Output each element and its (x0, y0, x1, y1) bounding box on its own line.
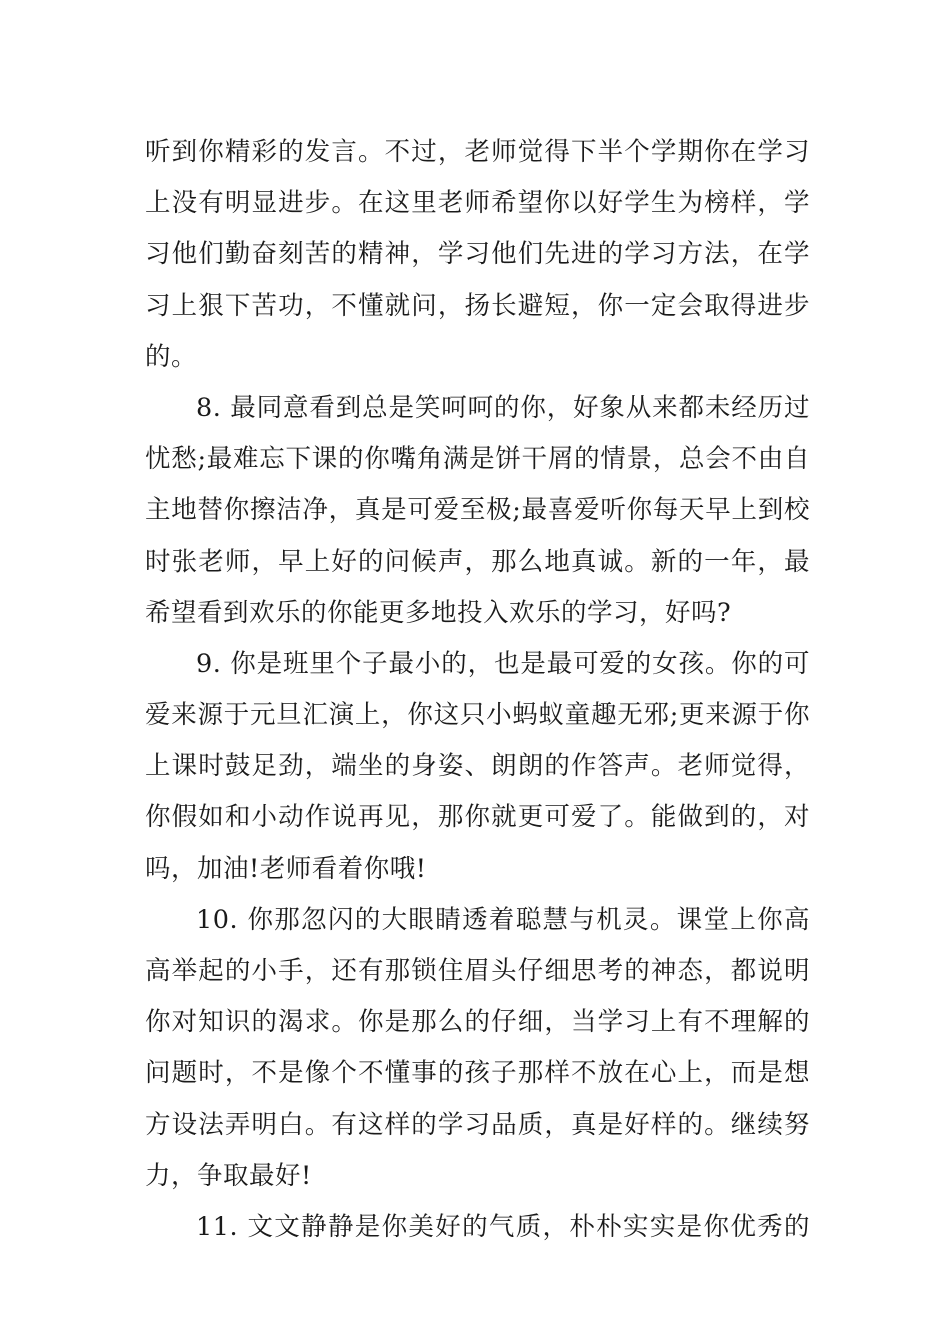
text-line: 上没有明显进步。在这里老师希望你以好学生为榜样，学 (145, 188, 810, 219)
paragraph-first-line: 9. 你是班里个子最小的，也是最可爱的女孩。你的可 (196, 648, 810, 679)
paragraph-first-line: 11. 文文静静是你美好的气质，朴朴实实是你优秀的 (196, 1211, 810, 1242)
text-line: 高举起的小手，还有那锁住眉头仔细思考的神态，都说明 (145, 956, 810, 986)
text-line: 你假如和小动作说再见，那你就更可爱了。能做到的，对 (145, 802, 810, 833)
text-line: 习他们勤奋刻苦的精神，学习他们先进的学习方法，在学 (145, 239, 810, 270)
document-body (145, 127, 810, 1253)
text-line: 希望看到欢乐的你能更多地投入欢乐的学习，好吗? (145, 597, 732, 628)
text-line: 你对知识的渴求。你是那么的仔细，当学习上有不理解的 (145, 1007, 810, 1038)
text-line: 上课时鼓足劲，端坐的身姿、朗朗的作答声。老师觉得， (145, 751, 810, 782)
text-line: 忧愁;最难忘下课的你嘴角满是饼干屑的情景，总会不由自 (145, 444, 810, 475)
text-line: 方设法弄明白。有这样的学习品质，真是好样的。继续努 (145, 1109, 810, 1140)
text-line: 吗，加油!老师看着你哦! (145, 853, 427, 884)
paragraph-first-line: 10. 你那忽闪的大眼睛透着聪慧与机灵。课堂上你高 (196, 904, 810, 935)
text-line: 习上狠下苦功，不懂就问，扬长避短，你一定会取得进步 (145, 290, 810, 321)
text-line: 的。 (145, 341, 198, 372)
text-line: 听到你精彩的发言。不过，老师觉得下半个学期你在学习 (145, 137, 810, 167)
text-line: 时张老师，早上好的问候声，那么地真诚。新的一年，最 (145, 546, 810, 577)
text-line: 力，争取最好! (145, 1160, 312, 1191)
paragraph-first-line: 8. 最同意看到总是笑呵呵的你，好象从来都未经历过 (196, 392, 810, 423)
text-line: 爱来源于元旦汇演上，你这只小蚂蚁童趣无邪;更来源于你 (145, 700, 810, 731)
text-line: 主地替你擦洁净，真是可爱至极;最喜爱听你每天早上到校 (145, 495, 810, 526)
text-line: 问题时，不是像个不懂事的孩子那样不放在心上，而是想 (145, 1058, 810, 1089)
